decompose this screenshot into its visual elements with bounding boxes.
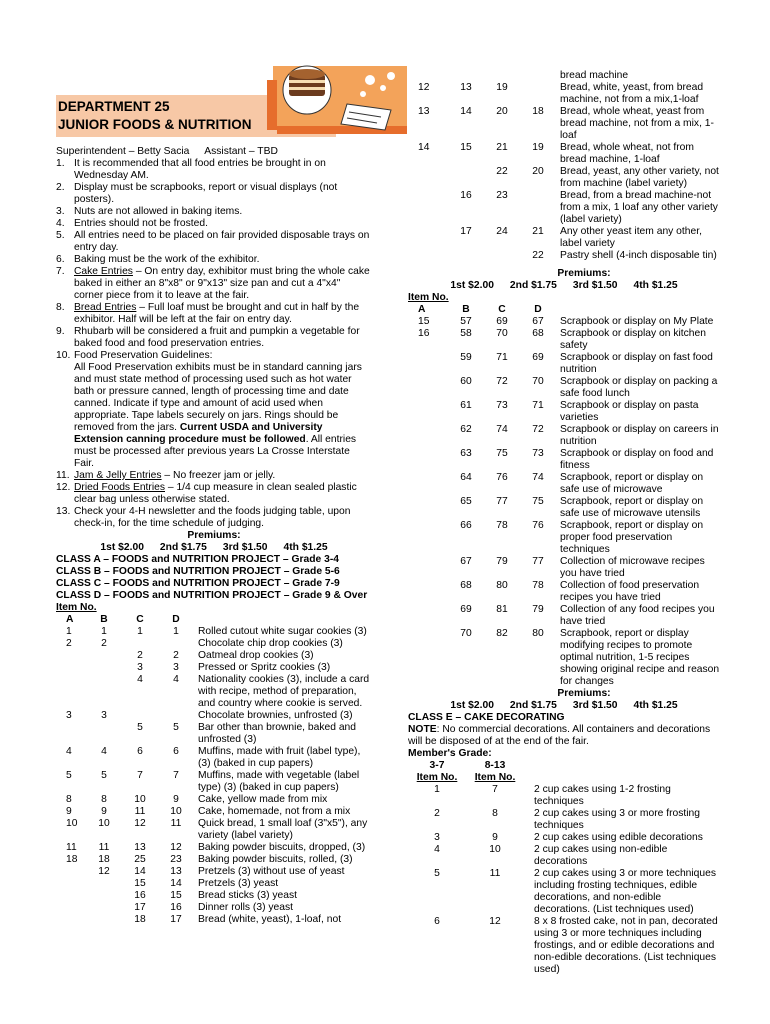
class-e-title: CLASS E – CAKE DECORATING: [408, 712, 565, 723]
list-item: 15 14 Pretzels (3) yeast: [134, 878, 279, 889]
rule-4: 4. Entries should not be frosted.: [56, 218, 208, 229]
rule-1: 1. It is recommended that all food entries be brought in on Wednesday AM.: [56, 158, 326, 181]
list-item: 59 71 69 Scrapbook or display on fast food nutrition: [460, 352, 713, 375]
list-item: 11 11 13 12 Baking powder biscuits, dropped, (3): [66, 842, 366, 853]
cake-illustration-icon: [267, 60, 415, 136]
list-item: 17 16 Dinner rolls (3) yeast: [134, 902, 293, 913]
list-item: 10 10 12 11 Quick bread, 1 small loaf (3"x5"), any variety (label variety): [66, 818, 368, 841]
item-no-label: Item No.: [56, 602, 97, 613]
department-title: DEPARTMENT 25: [58, 99, 170, 114]
list-item: 22 20 Bread, yeast, any other variety, not from machine (label variety): [496, 166, 719, 189]
superintendent: Superintendent – Betty Sacia: [56, 146, 190, 157]
list-item: 2 2 Oatmeal drop cookies (3): [137, 650, 314, 661]
class-b: CLASS B – FOODS and NUTRITION PROJECT – Grade 5-6: [56, 566, 340, 577]
list-item: 14 15 21 19 Bread, whole wheat, not from bread machine, 1-loaf: [418, 142, 694, 165]
list-item: 62 74 72 Scrapbook or display on careers in nutrition: [460, 424, 719, 447]
list-item: 5 5 Bar other than brownie, baked and unfrosted (3): [137, 722, 356, 745]
list-item: 4 4 6 6 Muffins, made with fruit (label type), (3) (baked in cup papers): [66, 746, 361, 769]
rule-11: 11. Jam & Jelly Entries – No freezer jam or jelly.: [56, 470, 276, 481]
rule-8: 8. Bread Entries – Full loaf must be brought and cut in half by the exhibitor. Half will be left at the fair on entry day.: [56, 302, 360, 325]
list-item: 16 23 Bread, from a bread machine-not from a mix, 1 loaf any other variety (label variety): [460, 190, 718, 225]
list-item: 69 81 79 Collection of any food recipes you have tried: [460, 604, 715, 627]
class-e-note: NOTE: No commercial decorations. All containers and decorations will be disposed of at the end of the fair.: [408, 724, 711, 747]
list-item: 67 79 77 Collection of microwave recipes you have tried: [460, 556, 705, 579]
list-item: 2 8 2 cup cakes using 3 or more frosting techniques: [434, 808, 700, 831]
class-a: CLASS A – FOODS and NUTRITION PROJECT – Grade 3-4: [56, 554, 340, 565]
premiums-label-3: Premiums:: [557, 688, 611, 699]
staff-line: [56, 146, 372, 158]
rule-7: 7. Cake Entries – On entry day, exhibitor must bring the whole cake baked in either an 8"x8" or 9"x13" size pan and cut a 4"x4" corner piece from it to leave at the fair.: [56, 266, 370, 301]
premiums-row-3: 1st $2.00 2nd $1.75 3rd $1.50 4th $1.25: [450, 700, 678, 711]
rule-5: 5. All entries need to be placed on fair provided disposable trays on entry day.: [56, 230, 370, 253]
display-items-table: [408, 304, 720, 688]
rules-list: [56, 158, 372, 530]
list-item: 3 3 Chocolate brownies, unfrosted (3): [66, 710, 353, 721]
bread-items-table: [408, 70, 720, 262]
rule-6: 6. Baking must be the work of the exhibitor.: [56, 254, 260, 265]
list-item: 18 18 25 23 Baking powder biscuits, rolled, (3): [66, 854, 353, 865]
list-item: 2 2 Chocolate chip drop cookies (3): [66, 638, 343, 649]
list-item: bread machine: [560, 70, 629, 81]
item-no-label-2: Item No.: [408, 292, 449, 303]
list-item: 1 1 1 1 Rolled cutout white sugar cookies (3): [66, 626, 367, 637]
premiums-label: Premiums:: [187, 530, 241, 541]
item-no-headers: Item No. Item No.: [416, 772, 516, 783]
left-items-table: [56, 614, 372, 926]
department-header: [56, 60, 372, 142]
premiums-row-2: 1st $2.00 2nd $1.75 3rd $1.50 4th $1.25: [450, 280, 678, 291]
right-column: [408, 70, 720, 976]
list-item: 16 15 Bread sticks (3) yeast: [134, 890, 297, 901]
rule-2: 2. Display must be scrapbooks, report or visual displays (not posters).: [56, 182, 338, 205]
column-headers: A B C D: [66, 614, 180, 625]
column-headers-2: A B C D: [418, 304, 542, 315]
class-c: CLASS C – FOODS and NUTRITION PROJECT – Grade 7-9: [56, 578, 340, 589]
premiums-row: 1st $2.00 2nd $1.75 3rd $1.50 4th $1.25: [100, 542, 328, 553]
list-item: 63 75 73 Scrapbook or display on food and fitness: [460, 448, 714, 471]
list-item: 66 78 76 Scrapbook, report or display on proper food preservation techniques: [460, 520, 704, 555]
list-item: 8 8 10 9 Cake, yellow made from mix: [66, 794, 328, 805]
list-item: 3 9 2 cup cakes using edible decorations: [434, 832, 703, 843]
list-item: 60 72 70 Scrapbook or display on packing a safe food lunch: [460, 376, 718, 399]
members-grade-label: Member's Grade:: [408, 748, 492, 759]
rule-9: 9. Rhubarb will be considered a fruit and pumpkin a vegetable for baked food and food preservation entries.: [56, 326, 360, 349]
list-item: 18 17 Bread (white, yeast), 1-loaf, not: [134, 914, 342, 925]
rule-13: 13. Check your 4-H newsletter and the foods judging table, upon check-in, for the time schedule of judging.: [56, 506, 351, 529]
list-item: 12 13 19 Bread, white, yeast, from bread machine, not from a mix,1-loaf: [418, 82, 704, 105]
rule-10: 10. Food Preservation Guidelines: All Food Preservation exhibits must be in standard canning jars and must state method of processing used such as hot water bath or pressure canned, length of processing time and date canned. Indicate if type and amount of acid used when appropriate. Tape labels securely on jars. Rings should be removed from the jars. Current USDA and University Extension canning procedure must be followed. All entries must be processed after previous years La Crosse Interstate Fair.: [56, 350, 362, 469]
list-item: 6 12 8 x 8 frosted cake, not in pan, decorated using 3 or more techniques including frostings, and or edible decorations and non-edible decorations. (List techniques used): [434, 916, 718, 975]
grade-row: 3-7 8-13: [429, 760, 506, 771]
list-item: 64 76 74 Scrapbook, report or display on safe use of microwave: [460, 472, 704, 495]
list-item: 65 77 75 Scrapbook, report or display on safe use of microwave utensils: [460, 496, 704, 519]
list-item: 5 5 7 7 Muffins, made with vegetable (label type) (3) (baked in cup papers): [66, 770, 360, 793]
left-column: [56, 60, 372, 926]
list-item: 12 14 13 Pretzels (3) without use of yeast: [98, 866, 345, 877]
list-item: 9 9 11 10 Cake, homemade, not from a mix: [66, 806, 351, 817]
assistant: Assistant – TBD: [204, 146, 278, 157]
list-item: 3 3 Pressed or Spritz cookies (3): [137, 662, 331, 673]
list-item: 17 24 21 Any other yeast item any other, label variety: [460, 226, 702, 249]
premiums-label-2: Premiums:: [557, 268, 611, 279]
class-d: CLASS D – FOODS and NUTRITION PROJECT – Grade 9 & Over: [56, 590, 368, 601]
list-item: 13 14 20 18 Bread, whole wheat, yeast from bread machine, not from a mix, 1-loaf: [418, 106, 714, 141]
list-item: 5 11 2 cup cakes using 3 or more techniques including frosting techniques, edible decorations, and non-edible decorations. (List techniques used): [434, 868, 717, 915]
list-item: 70 82 80 Scrapbook, report or display modifying recipes to promote optimal nutrition, 1-5 recipes showing original recipe and reason for changes: [460, 628, 720, 687]
list-item: 61 73 71 Scrapbook or display on pasta varieties: [460, 400, 699, 423]
list-item: 4 4 Nationality cookies (3), include a card with recipe, method of preparation, and country where cookie is served.: [137, 674, 370, 709]
list-item: 16 58 70 68 Scrapbook or display on kitchen safety: [418, 328, 706, 351]
list-item: 15 57 69 67 Scrapbook or display on My Plate: [418, 316, 714, 327]
list-item: 68 80 78 Collection of food preservation recipes you have tried: [460, 580, 700, 603]
list-item: 4 10 2 cup cakes using non-edible decorations: [434, 844, 668, 867]
cake-decorating-table: [408, 760, 720, 976]
rule-12: 12. Dried Foods Entries – 1/4 cup measure in clean sealed plastic clear bag unless otherwise stated.: [56, 482, 357, 505]
list-item: 22 Pastry shell (4-inch disposable tin): [532, 250, 717, 261]
rule-3: 3. Nuts are not allowed in baking items.: [56, 206, 243, 217]
department-subtitle: JUNIOR FOODS & NUTRITION: [58, 117, 252, 132]
list-item: 1 7 2 cup cakes using 1-2 frosting techniques: [434, 784, 671, 807]
